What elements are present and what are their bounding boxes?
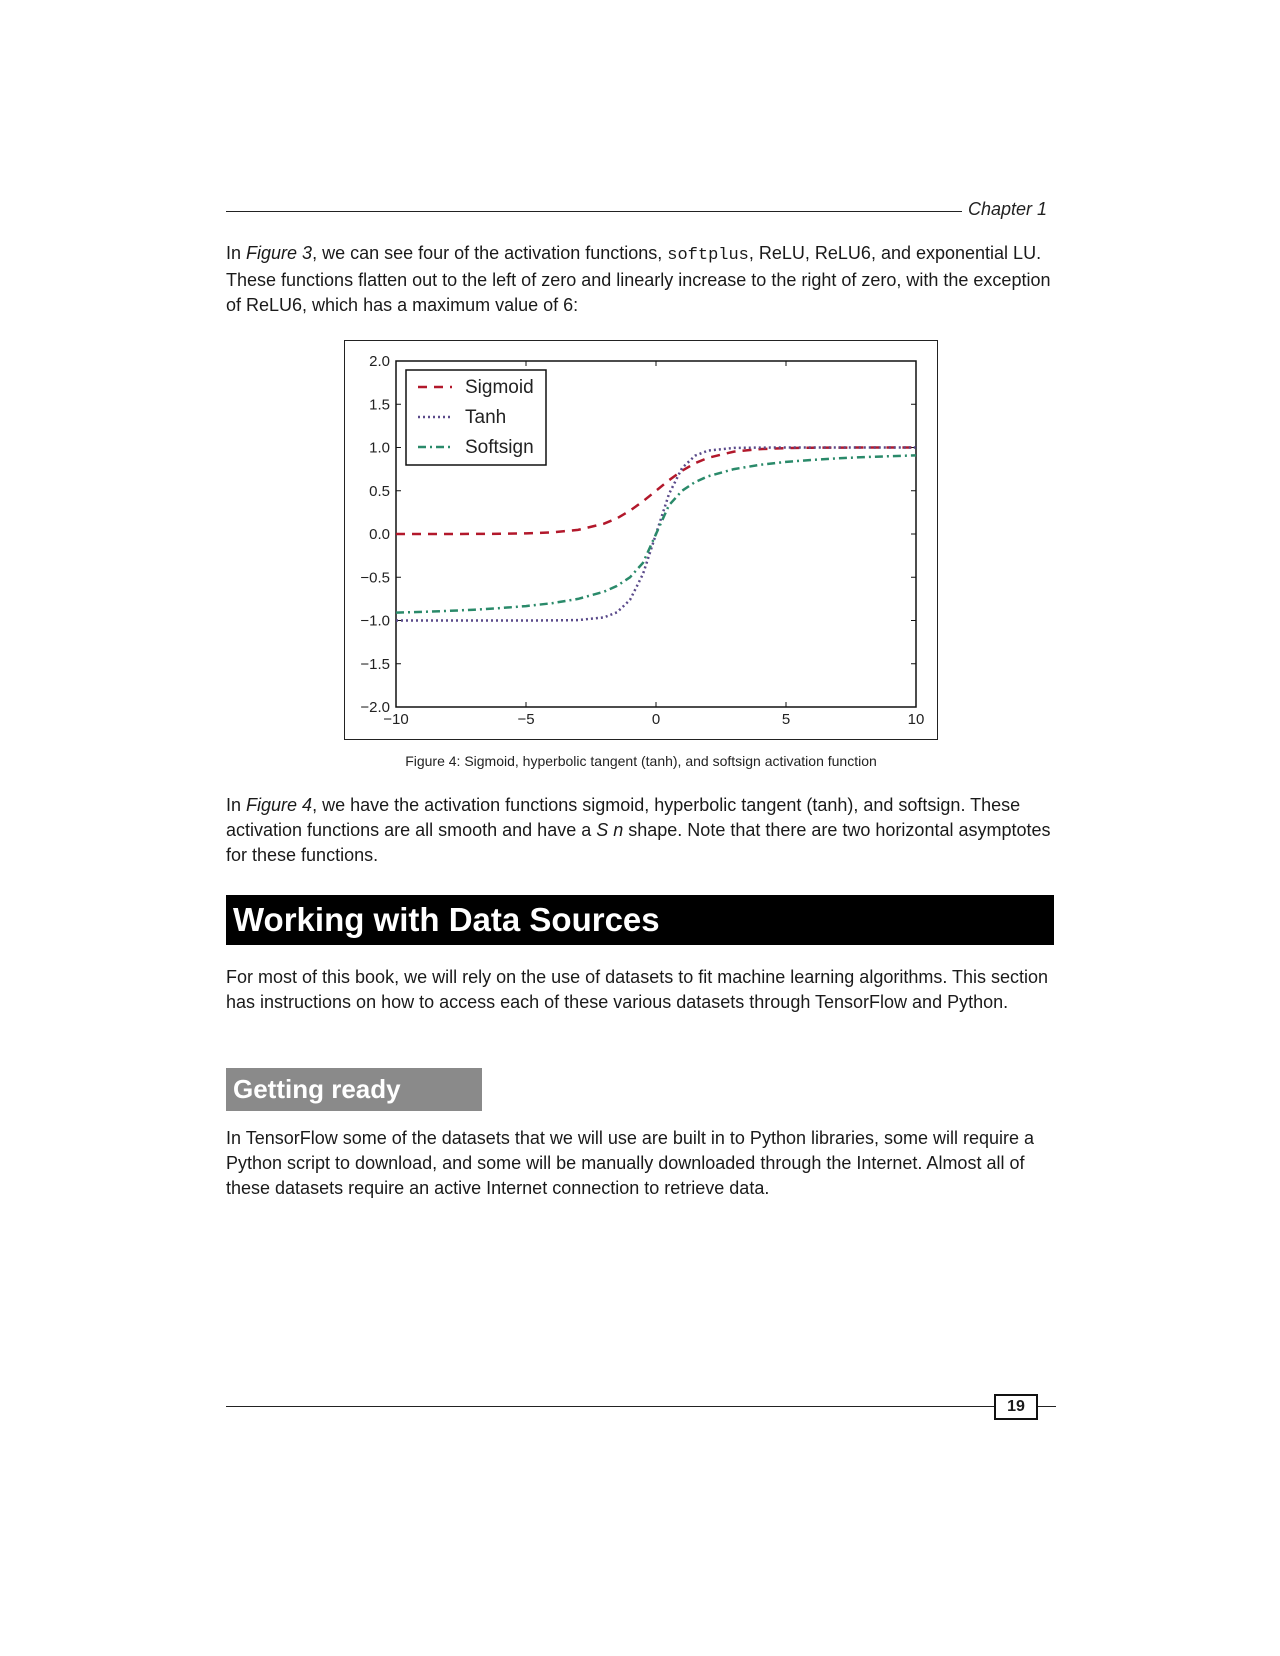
figure-chart [344, 340, 938, 745]
x-tick-label: −5 [517, 711, 535, 728]
y-tick-label: −1.5 [360, 655, 390, 673]
y-tick-label: 1.0 [369, 439, 390, 457]
legend-label-tanh: Tanh [465, 407, 507, 428]
y-tick-label: −1.0 [360, 612, 390, 630]
footer-rule [1036, 1406, 1056, 1407]
activation-chart [344, 340, 938, 740]
subsection-heading: Getting ready [233, 1074, 401, 1104]
s-shape: S n [596, 820, 624, 840]
y-tick-label: −2.0 [360, 699, 390, 716]
x-tick-label: 0 [651, 711, 661, 728]
x-tick-label: 10 [907, 711, 925, 728]
page-number: 19 [994, 1394, 1038, 1420]
figure-caption: Figure 4: Sigmoid, hyperbolic tangent (tanh), and softsign activation function [405, 753, 877, 769]
paragraph-getting-ready: In TensorFlow some of the datasets that we will use are built in to Python libraries, some will require a Python script to download, and some will be manually downloaded through the Internet. Almost all of these datasets require an active Internet connection to retrieve data. [226, 1128, 1035, 1198]
legend-label-sigmoid: Sigmoid [465, 377, 534, 398]
paragraph-data-sources: For most of this book, we will rely on the use of datasets to fit machine learning algorithms. This section has instructions on how to access each of these various datasets through TensorFlow and Python. [226, 967, 1049, 1012]
x-tick-label: −10 [383, 711, 409, 728]
section-heading: Working with Data Sources [233, 901, 660, 938]
header-rule [226, 211, 962, 212]
chapter-label: Chapter 1 [968, 199, 1048, 219]
paragraph-figure4: In Figure 4, we have the activation functions sigmoid, hyperbolic tangent (tanh), and softsign. These activation functions are all smooth and have a S n shape. Note that there are two horizontal asymptotes for these functions. [226, 795, 1051, 865]
footer-rule [226, 1406, 994, 1407]
y-tick-label: −0.5 [360, 569, 390, 587]
figure-ref: Figure 3 [246, 243, 313, 263]
y-tick-label: 0.0 [369, 526, 390, 543]
code-softplus: softplus [667, 246, 749, 265]
y-tick-label: 2.0 [369, 353, 390, 370]
y-tick-label: 1.5 [369, 396, 390, 414]
paragraph-figure3: In Figure 3, we can see four of the activation functions, softplus, ReLU, ReLU6, and exponential LU. These functions flatten out to the left of zero and linearly increase to the right of zero, with the exception of ReLU6, which has a maximum value of 6: [226, 243, 1051, 315]
figure-ref: Figure 4 [246, 795, 313, 815]
legend-label-softsign: Softsign [465, 437, 534, 458]
y-tick-label: 0.5 [369, 482, 390, 500]
x-tick-label: 5 [781, 711, 791, 728]
